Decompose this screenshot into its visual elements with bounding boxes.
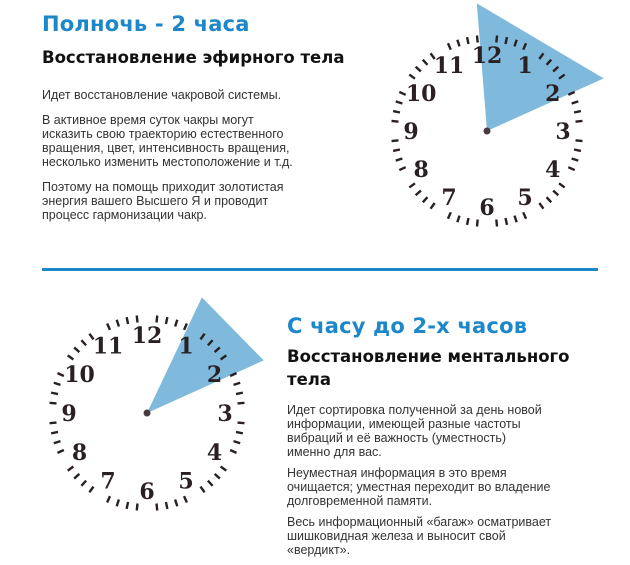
minute-tick [117, 500, 119, 507]
minute-tick [396, 101, 403, 103]
minute-tick [477, 220, 478, 227]
minute-tick [553, 191, 558, 196]
minute-tick [51, 393, 58, 394]
minute-tick [57, 373, 63, 376]
minute-tick [515, 216, 517, 223]
section1-paragraph-3: Поэтому на помощь приходит золотистая энергия вашего Высшего Я и проводит процесс гармонизации чакр. [42, 180, 284, 222]
clock-numeral-8: 8 [413, 157, 429, 183]
minute-tick [496, 36, 497, 43]
minute-tick [416, 67, 421, 72]
clock-midnight-to-2 [388, 30, 588, 240]
minute-tick [236, 393, 243, 394]
minute-tick [74, 347, 79, 352]
minute-tick [137, 316, 138, 323]
minute-tick [68, 355, 74, 359]
minute-tick [496, 220, 497, 227]
minute-tick [423, 197, 428, 202]
minute-tick [107, 496, 110, 502]
minute-tick [234, 441, 241, 443]
minute-tick [423, 60, 428, 65]
minute-tick [230, 450, 236, 453]
minute-tick [396, 159, 403, 161]
clock-1-to-2 [46, 305, 246, 520]
clock-numeral-9: 9 [61, 401, 77, 427]
minute-tick [477, 36, 478, 43]
clock-numeral-3: 3 [555, 119, 571, 145]
minute-tick [576, 121, 583, 122]
minute-tick [448, 43, 451, 49]
clock-numeral-4: 4 [206, 440, 223, 466]
clock-center-dot [484, 128, 491, 135]
minute-tick [431, 203, 435, 209]
section1-title: Полночь - 2 часа [42, 12, 250, 36]
minute-tick [137, 504, 138, 511]
minute-tick [416, 191, 421, 196]
minute-tick [89, 487, 93, 493]
minute-tick [81, 481, 86, 486]
minute-tick [68, 466, 74, 470]
minute-tick [166, 317, 167, 324]
clock-numeral-7: 7 [441, 184, 457, 211]
minute-tick [234, 383, 241, 385]
clock-numeral-12: 12 [131, 323, 163, 349]
minute-tick [221, 466, 227, 470]
section1-paragraph-2: В активное время суток чакры могут исказить свою траекторию естественного вращения, цвет, интенсивность вращения, несколько изменить местоположение и т.д. [42, 113, 293, 169]
minute-tick [54, 383, 61, 385]
minute-tick [50, 403, 57, 404]
minute-tick [457, 40, 459, 47]
clock-numeral-6: 6 [139, 479, 155, 505]
minute-tick [117, 320, 119, 327]
minute-tick [392, 140, 399, 141]
minute-tick [568, 167, 574, 170]
clock-numeral-7: 7 [100, 468, 116, 495]
clock-numeral-6: 6 [479, 195, 495, 221]
minute-tick [200, 487, 204, 493]
minute-tick [184, 323, 187, 329]
minute-tick [184, 496, 187, 502]
minute-tick [572, 159, 579, 161]
minute-tick [127, 317, 128, 324]
minute-tick [448, 212, 451, 218]
minute-tick [215, 474, 220, 479]
clock-numeral-9: 9 [403, 119, 419, 145]
minute-tick [127, 502, 128, 509]
clock-numeral-2: 2 [206, 362, 223, 388]
minute-tick [57, 450, 63, 453]
minute-tick [236, 432, 243, 433]
minute-tick [523, 212, 526, 218]
minute-tick [409, 183, 415, 187]
minute-tick [506, 37, 507, 44]
minute-tick [547, 197, 552, 202]
minute-tick [50, 423, 57, 424]
minute-tick [238, 423, 245, 424]
minute-tick [393, 111, 400, 112]
minute-tick [576, 140, 583, 141]
minute-tick [238, 403, 245, 404]
clock-numeral-5: 5 [517, 184, 533, 211]
minute-tick [166, 502, 167, 509]
minute-tick [157, 316, 158, 323]
clock-numeral-1: 1 [517, 53, 533, 80]
clock-numeral-11: 11 [433, 53, 465, 80]
clock-numeral-11: 11 [92, 333, 124, 360]
minute-tick [54, 441, 61, 443]
clock-numeral-10: 10 [64, 362, 95, 388]
minute-tick [107, 323, 110, 329]
minute-tick [81, 340, 86, 345]
minute-tick [506, 218, 507, 225]
time-sector [147, 297, 264, 413]
minute-tick [208, 481, 213, 486]
clock-center-dot [144, 410, 151, 417]
section2-paragraph-1: Идет сортировка полученной за день новой информации, имеющей разные частоты вибраций и её важность (уместность) именно для вас. [287, 403, 542, 459]
minute-tick [539, 203, 543, 209]
section2-paragraph-3: Весь информационный «багаж» осматривает шишковидная железа и выносит свой «вердикт». [287, 515, 552, 557]
clock-numeral-5: 5 [178, 468, 194, 495]
minute-tick [457, 216, 459, 223]
minute-tick [467, 218, 468, 225]
minute-tick [74, 474, 79, 479]
section1-paragraph-1: Идет восстановление чакровой системы. [42, 88, 282, 102]
minute-tick [399, 92, 405, 95]
minute-tick [574, 150, 581, 151]
clock-numeral-8: 8 [71, 440, 88, 466]
clock-numeral-1: 1 [178, 333, 194, 360]
clock-numeral-3: 3 [217, 401, 233, 427]
clock-numeral-10: 10 [405, 81, 437, 107]
minute-tick [467, 37, 468, 44]
minute-tick [157, 504, 158, 511]
minute-tick [175, 320, 177, 327]
minute-tick [572, 101, 579, 103]
section2-subtitle: Восстановление ментального тела [287, 347, 570, 389]
minute-tick [574, 111, 581, 112]
minute-tick [393, 150, 400, 151]
clock-numeral-4: 4 [545, 157, 561, 183]
minute-tick [409, 75, 415, 79]
minute-tick [175, 500, 177, 507]
clock-numeral-12: 12 [471, 43, 503, 69]
clock-numeral-2: 2 [545, 81, 561, 107]
section-divider [42, 268, 598, 271]
minute-tick [51, 432, 58, 433]
section2-title: С часу до 2-х часов [287, 314, 528, 338]
minute-tick [559, 183, 565, 187]
minute-tick [392, 121, 399, 122]
section1-subtitle: Восстановление эфирного тела [42, 48, 345, 67]
minute-tick [399, 167, 405, 170]
section2-paragraph-2: Неуместная информация в это время очищается; уместная переходит во владение долговременной памяти. [287, 466, 551, 508]
